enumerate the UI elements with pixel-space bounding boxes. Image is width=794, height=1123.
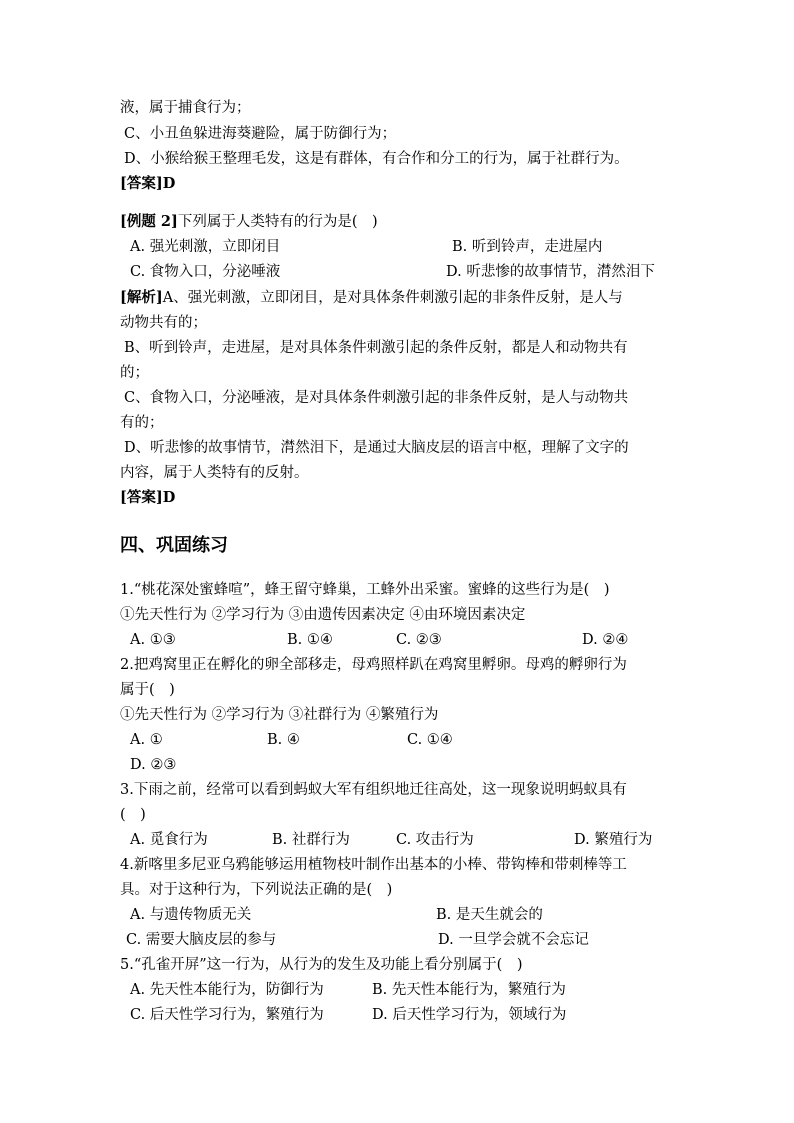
- q5-stem: 5.“孔雀开屏”这一行为，从行为的发生及功能上看分别属于( ): [120, 957, 523, 973]
- analysis-b-continued: 的；: [120, 365, 149, 381]
- q3-stem: 3.下雨之前，经常可以看到蚂蚁大军有组织地迁往高处，这一现象说明蚂蚁具有: [120, 782, 627, 798]
- analysis-a-text: A、强光刺激，立即闭目，是对具体条件刺激引起的非条件反射，是人与: [162, 290, 623, 306]
- analysis-continuation-line: 液，属于捕食行为；: [120, 100, 251, 116]
- q3-option-d: D. 繁殖行为: [574, 832, 653, 848]
- example-option-a: A. 强光刺激，立即闭目: [130, 239, 281, 255]
- q1-option-a: A. ①③: [130, 632, 176, 648]
- section-heading: 四、巩固练习: [120, 535, 228, 556]
- q2-option-d: D. ②③: [130, 757, 177, 773]
- example-question-text: 下列属于人类特有的行为是( ): [177, 214, 378, 230]
- q1-option-c: C. ②③: [396, 632, 442, 648]
- analysis-a-continued: 动物共有的；: [120, 315, 207, 331]
- analysis-option-d: D、小猴给猴王整理毛发，这是有群体，有合作和分工的行为，属于社群行为。: [124, 151, 629, 167]
- example-2-question: [120, 212, 378, 232]
- example-option-d: D. 听悲惨的故事情节，潸然泪下: [446, 264, 655, 280]
- q3-option-b: B. 社群行为: [272, 832, 350, 848]
- q1-items: ①先天性行为 ②学习行为 ③由遗传因素决定 ④由环境因素决定: [120, 607, 526, 623]
- q1-option-d: D. ②④: [582, 632, 629, 648]
- analysis-d: D、听悲惨的故事情节，潸然泪下，是通过大脑皮层的语言中枢，理解了文字的: [124, 440, 629, 456]
- answer-label: [答案]D: [120, 489, 176, 506]
- example-option-b: B. 听到铃声，走进屋内: [452, 239, 603, 255]
- q5-option-a: A. 先天性本能行为，防御行为: [130, 982, 324, 998]
- q5-option-d: D. 后天性学习行为，领域行为: [372, 1007, 567, 1023]
- q2-stem-continued: 属于( ): [120, 682, 175, 698]
- q2-option-c: C. ①④: [407, 732, 453, 748]
- q2-option-a: A. ①: [130, 732, 163, 748]
- q2-stem: 2.把鸡窝里正在孵化的卵全部移走，母鸡照样趴在鸡窝里孵卵。母鸡的孵卵行为: [120, 657, 627, 673]
- example-analysis-a: [120, 288, 623, 308]
- analysis-option-c: C、小丑鱼躲进海葵避险，属于防御行为；: [124, 126, 397, 142]
- q1-stem: 1.“桃花深处蜜蜂喧”，蜂王留守蜂巢，工蜂外出采蜜。蜜蜂的这些行为是( ): [120, 582, 610, 598]
- q2-option-b: B. ④: [267, 732, 300, 748]
- q4-stem: 4.新喀里多尼亚乌鸦能够运用植物枝叶制作出基本的小棒、带钩棒和带刺棒等工: [120, 857, 627, 873]
- q5-option-b: B. 先天性本能行为，繁殖行为: [372, 982, 566, 998]
- answer-label: [答案]D: [120, 175, 176, 192]
- q1-option-b: B. ①④: [287, 632, 333, 648]
- q4-option-a: A. 与遗传物质无关: [130, 907, 252, 923]
- q4-option-b: B. 是天生就会的: [436, 907, 543, 923]
- q4-option-c: C. 需要大脑皮层的参与: [126, 932, 277, 948]
- example-tag: [例题 2]: [120, 213, 178, 230]
- q3-option-a: A. 觅食行为: [130, 832, 208, 848]
- q3-option-c: C. 攻击行为: [396, 832, 474, 848]
- analysis-d-continued: 内容，属于人类特有的反射。: [120, 465, 309, 481]
- q2-items: ①先天性行为 ②学习行为 ③社群行为 ④繁殖行为: [120, 707, 439, 723]
- analysis-tag: [解析]: [120, 289, 163, 306]
- q3-stem-continued: ( ): [120, 807, 146, 823]
- analysis-c-continued: 有的；: [120, 415, 164, 431]
- example-option-c: C. 食物入口，分泌唾液: [130, 264, 281, 280]
- analysis-b: B、听到铃声，走进屋，是对具体条件刺激引起的条件反射，都是人和动物共有: [124, 340, 628, 356]
- q5-option-c: C. 后天性学习行为，繁殖行为: [130, 1007, 324, 1023]
- analysis-c: C、食物入口，分泌唾液，是对具体条件刺激引起的非条件反射，是人与动物共: [124, 390, 629, 406]
- q4-option-d: D. 一旦学会就不会忘记: [438, 932, 589, 948]
- q4-stem-continued: 具。对于这种行为，下列说法正确的是( ): [120, 882, 393, 898]
